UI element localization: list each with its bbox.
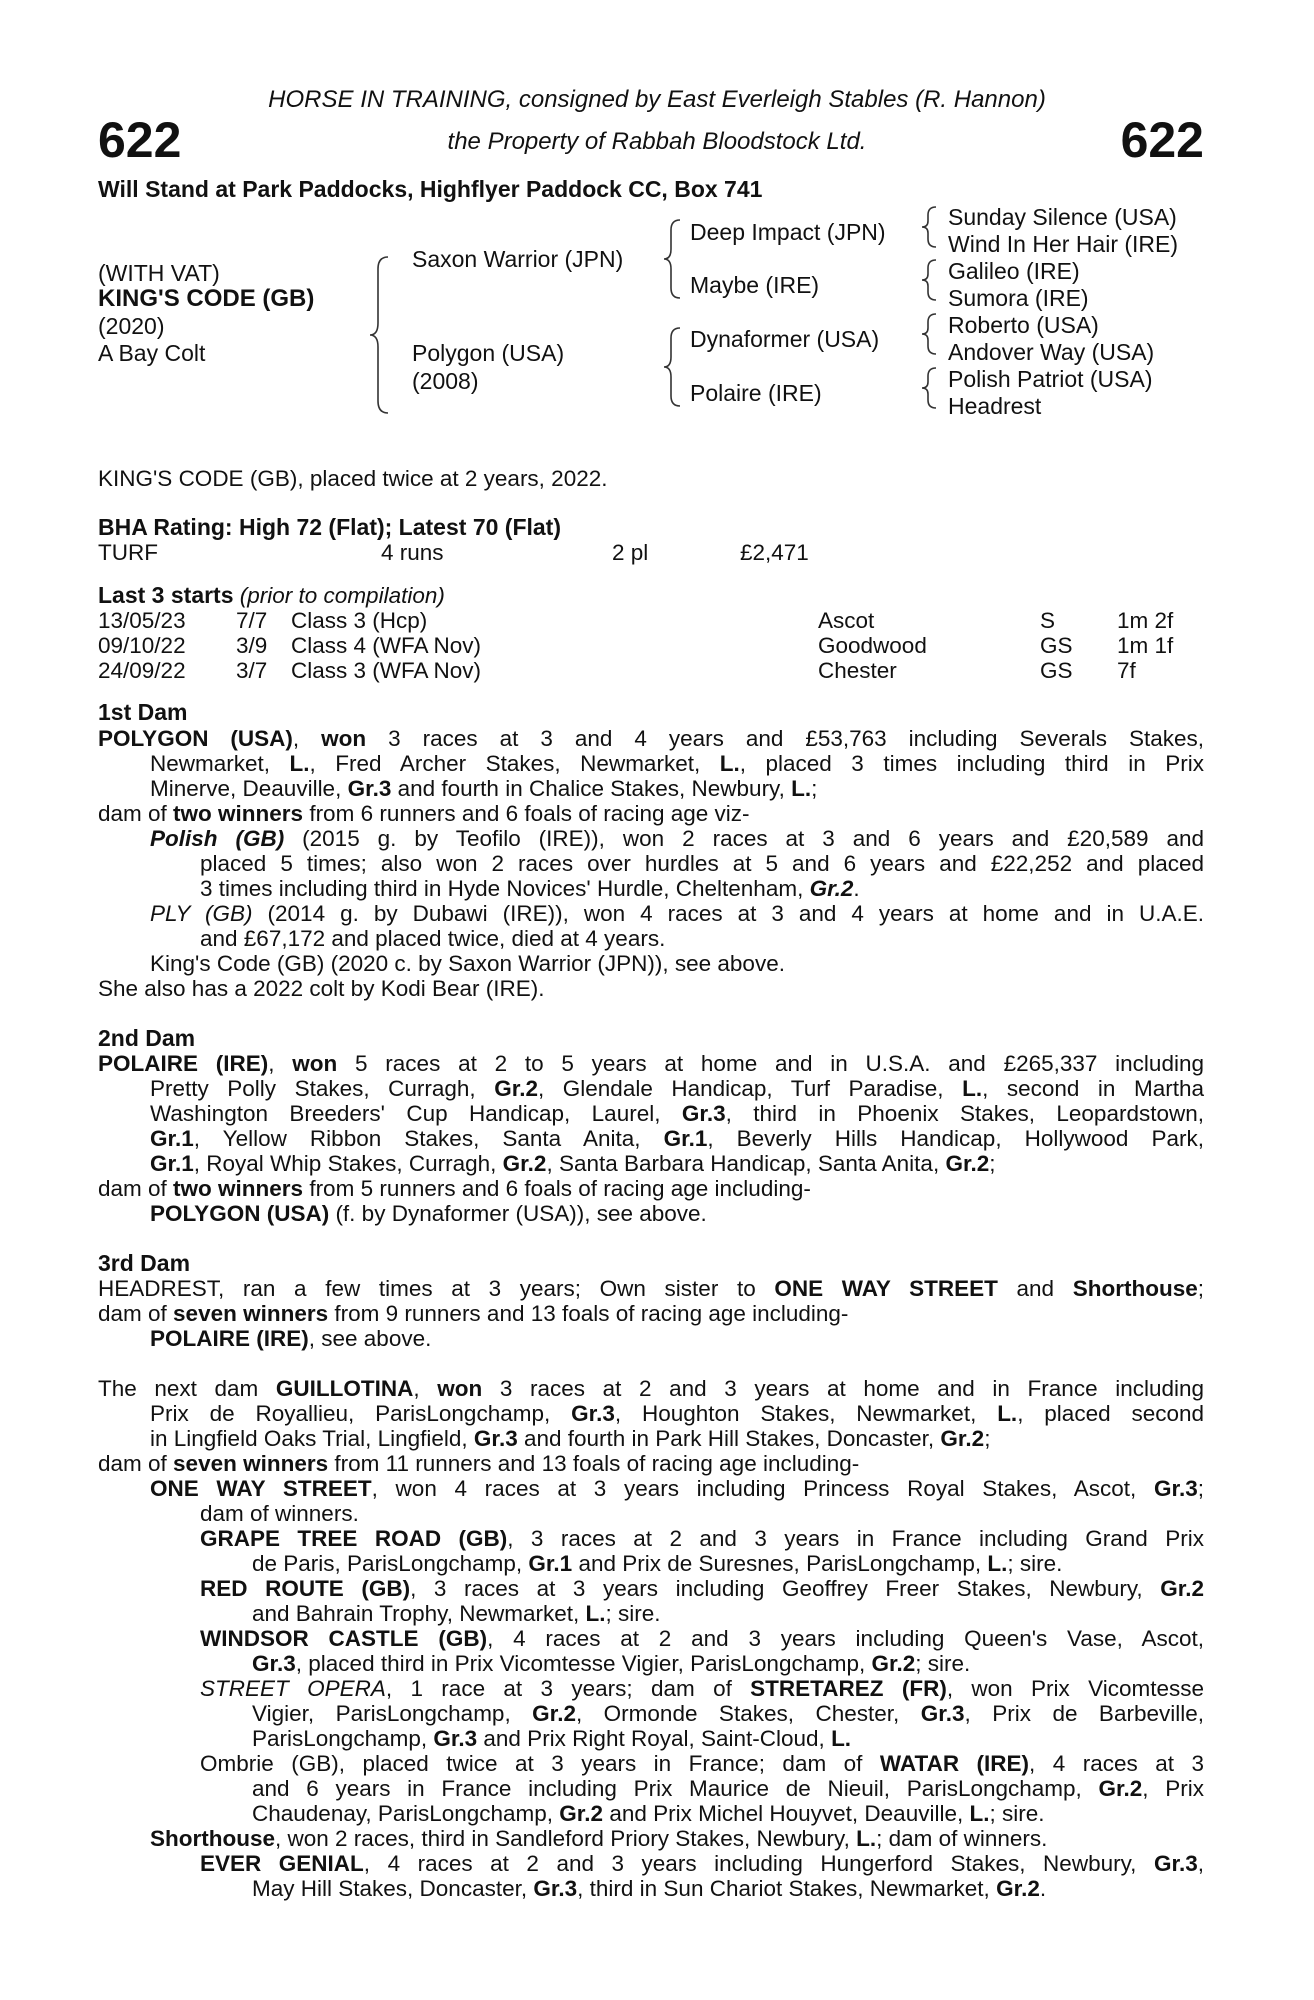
- grade: Gr.1: [528, 1551, 573, 1576]
- start-distance: 1m 1f: [1117, 633, 1174, 658]
- horse-ref: WATAR (IRE): [879, 1751, 1030, 1776]
- first-dam-produce: [98, 801, 750, 826]
- text: , Fred Archer Stakes, Newmarket,: [309, 751, 720, 776]
- winners-count: two winners: [173, 801, 304, 826]
- start-race: Class 3 (Hcp): [291, 608, 428, 633]
- ombrie-line-3: [252, 1801, 1044, 1826]
- one-way-street-line-1: [150, 1476, 1204, 1501]
- text: HEADREST, ran a few times at 3 years; Own sister to: [98, 1276, 775, 1301]
- grade: Gr.3: [1153, 1851, 1198, 1876]
- bha-rating: BHA Rating: High 72 (Flat); Latest 70 (Flat): [98, 514, 561, 540]
- grade: Gr.3: [681, 1101, 726, 1126]
- text: ;: [1197, 1276, 1204, 1301]
- consignor-line: HORSE IN TRAINING, consigned by East Everleigh Stables (R. Hannon): [268, 86, 1046, 113]
- third-dam-produce: [98, 1301, 848, 1326]
- text: , Houghton Stakes, Newmarket,: [614, 1401, 998, 1426]
- start-date: 09/10/22: [98, 633, 186, 658]
- grade: Gr.3: [433, 1726, 478, 1751]
- granddam-4: Headrest: [948, 393, 1042, 419]
- text: 3 races at 2 and 3 years at home and in France including: [482, 1376, 1205, 1401]
- grade: Gr.2: [945, 1151, 990, 1176]
- granddam-1: Wind In Her Hair (IRE): [948, 231, 1179, 257]
- dam-name: GUILLOTINA: [275, 1376, 414, 1401]
- text: ;: [1197, 1476, 1204, 1501]
- second-dam-line-1: POLAIRE (IRE), won 5 races at 2 to 5 years at home and in U.S.A. and £265,337 including: [98, 1051, 1204, 1076]
- text: , 3 races at 2 and 3 years in France including Grand Prix: [507, 1526, 1204, 1551]
- text: , 4 races at 2 and 3 years including Hungerford Stakes, Newbury,: [363, 1851, 1154, 1876]
- text: ; sire.: [989, 1801, 1045, 1826]
- horse-year: (2020): [98, 313, 165, 339]
- text: and Bahrain Trophy, Newmarket,: [252, 1601, 586, 1626]
- second-dam-foal: [150, 1201, 707, 1226]
- foal-name: EVER GENIAL: [200, 1851, 364, 1876]
- text: , won 2 races, third in Sandleford Priory Stakes, Newbury,: [275, 1826, 857, 1851]
- rating-placed: 2 pl: [612, 540, 649, 565]
- second-dam-heading: 2nd Dam: [98, 1025, 196, 1051]
- text: , placed second: [1017, 1401, 1204, 1426]
- text: , third in Phoenix Stakes, Leopardstown,: [725, 1101, 1204, 1126]
- one-way-street-line-2: dam of winners.: [200, 1501, 359, 1526]
- bracket-g78: [922, 366, 940, 410]
- won-label: won: [321, 726, 367, 751]
- windsor-castle-line-2: [252, 1651, 970, 1676]
- grade: Gr.2: [871, 1651, 916, 1676]
- ombrie-line-2: [252, 1776, 1204, 1801]
- bracket-g34: [922, 258, 940, 302]
- text: , Glendale Handicap, Turf Paradise,: [538, 1076, 963, 1101]
- second-dam-line-5: [150, 1151, 996, 1176]
- grandsire-1: Sunday Silence (USA): [948, 204, 1177, 230]
- grade: Gr.1: [663, 1126, 708, 1151]
- lot-number-left: 622: [98, 112, 182, 168]
- grandsire-3: Roberto (USA): [948, 312, 1099, 338]
- dam-sire: Dynaformer (USA): [690, 326, 880, 352]
- text: , 1 race at 3 years; dam of: [385, 1676, 751, 1701]
- also-has-line: She also has a 2022 colt by Kodi Bear (IRE).: [98, 976, 545, 1001]
- grade: Gr.3: [473, 1426, 518, 1451]
- foal-name: POLAIRE (IRE): [150, 1326, 309, 1351]
- ombrie-line-1: [200, 1751, 1204, 1776]
- text: and fourth in Park Hill Stakes, Doncaster,: [517, 1426, 941, 1451]
- last-starts-note: (prior to compilation): [239, 583, 445, 608]
- grade: Gr.2: [1098, 1776, 1143, 1801]
- grade: Gr.2: [809, 876, 854, 901]
- start-distance: 7f: [1117, 658, 1136, 683]
- won-label: won: [437, 1376, 483, 1401]
- grade: Gr.2: [559, 1801, 604, 1826]
- second-dam-line-3: [150, 1101, 1204, 1126]
- granddam-2: Sumora (IRE): [948, 285, 1089, 311]
- polish-line-3: [200, 876, 860, 901]
- next-dam-produce: [98, 1451, 859, 1476]
- start-distance: 1m 2f: [1117, 608, 1174, 633]
- grade: Gr.2: [494, 1076, 538, 1101]
- foal-name: GRAPE TREE ROAD (GB): [200, 1526, 508, 1551]
- text: 3 races at 3 and 4 years and £53,763 including Severals Stakes,: [366, 726, 1204, 751]
- grade: L.: [969, 1801, 990, 1826]
- grade: L.: [987, 1551, 1008, 1576]
- vat-label: (WITH VAT): [98, 260, 220, 286]
- start-course: Chester: [818, 658, 897, 683]
- text: de Paris, ParisLongchamp,: [252, 1551, 529, 1576]
- foal-name: STREET OPERA: [200, 1676, 386, 1701]
- start-date: 13/05/23: [98, 608, 186, 633]
- ply-line-2: and £67,172 and placed twice, died at 4 years.: [200, 926, 666, 951]
- won-label: won: [292, 1051, 338, 1076]
- winners-count: two winners: [173, 1176, 304, 1201]
- red-route-line-1: [200, 1576, 1204, 1601]
- red-route-line-2: [252, 1601, 661, 1626]
- text: ; sire.: [915, 1651, 971, 1676]
- text: dam of: [98, 1176, 174, 1201]
- horse-ref: ONE WAY STREET: [774, 1276, 998, 1301]
- first-dam-line-3: [150, 776, 817, 801]
- grade: L.: [719, 751, 740, 776]
- text: ;: [984, 1426, 991, 1451]
- grade: Gr.1: [150, 1126, 194, 1151]
- winners-count: seven winners: [173, 1301, 329, 1326]
- lot-number-right: 622: [1120, 112, 1204, 168]
- dam-name: POLYGON (USA): [98, 726, 293, 751]
- rating-surface: TURF: [98, 540, 158, 565]
- text: , third in Sun Chariot Stakes, Newmarket,: [577, 1876, 997, 1901]
- grade: L.: [585, 1601, 606, 1626]
- shorthouse-line: [150, 1826, 1047, 1851]
- text: , Prix: [1142, 1776, 1204, 1801]
- text: from 6 runners and 6 foals of racing age viz-: [303, 801, 750, 826]
- dam-name: POLAIRE (IRE): [98, 1051, 269, 1076]
- foal-name: ONE WAY STREET: [150, 1476, 372, 1501]
- start-position: 3/7: [236, 658, 268, 683]
- start-course: Goodwood: [818, 633, 927, 658]
- text: .: [1039, 1876, 1047, 1901]
- text: Ombrie (GB), placed twice at 3 years in France; dam of: [200, 1751, 880, 1776]
- grade: L.: [997, 1401, 1018, 1426]
- dam-year: (2008): [412, 368, 479, 394]
- grape-tree-road-line-1: [200, 1526, 1204, 1551]
- kings-code-line: King's Code (GB) (2020 c. by Saxon Warrior (JPN)), see above.: [150, 951, 785, 976]
- last-starts-title: Last 3 starts: [98, 582, 234, 608]
- foal-name: PLY (GB): [150, 901, 253, 926]
- text: , Beverly Hills Handicap, Hollywood Park,: [707, 1126, 1204, 1151]
- text: in Lingfield Oaks Trial, Lingfield,: [150, 1426, 474, 1451]
- text: and fourth in Chalice Stakes, Newbury,: [391, 776, 792, 801]
- text: ; dam of winners.: [876, 1826, 1048, 1851]
- text: ; sire.: [1007, 1551, 1063, 1576]
- ply-line-1: [150, 901, 1204, 926]
- grade: Gr.3: [252, 1651, 296, 1676]
- text: The next dam: [98, 1376, 276, 1401]
- start-position: 3/9: [236, 633, 268, 658]
- text: ,: [1197, 1851, 1204, 1876]
- text: , Yellow Ribbon Stakes, Santa Anita,: [193, 1126, 664, 1151]
- start-course: Ascot: [818, 608, 875, 633]
- text: (2015 g. by Teofilo (IRE)), won 2 races at 3 and 6 years and £20,589 and: [284, 826, 1204, 851]
- text: ; sire.: [605, 1601, 661, 1626]
- grade: Gr.2: [502, 1151, 547, 1176]
- text: Newmarket,: [150, 751, 290, 776]
- text: Chaudenay, ParisLongchamp,: [252, 1801, 560, 1826]
- text: , 4 races at 2 and 3 years including Queen's Vase, Ascot,: [487, 1626, 1205, 1651]
- first-dam-heading: 1st Dam: [98, 699, 188, 725]
- start-date: 24/09/22: [98, 658, 186, 683]
- windsor-castle-line-1: [200, 1626, 1204, 1651]
- start-race: Class 4 (WFA Nov): [291, 633, 482, 658]
- next-dam-line-1: [98, 1376, 1204, 1401]
- text: from 11 runners and 13 foals of racing age including-: [328, 1451, 860, 1476]
- start-race: Class 3 (WFA Nov): [291, 658, 482, 683]
- text: , Ormonde Stakes, Chester,: [575, 1701, 921, 1726]
- grade: L.: [962, 1076, 983, 1101]
- grade: Gr.3: [571, 1401, 615, 1426]
- text: , placed 3 times including third in Prix: [739, 751, 1204, 776]
- text: and Prix de Suresnes, ParisLongchamp,: [572, 1551, 988, 1576]
- stand-line: Will Stand at Park Paddocks, Highflyer Paddock CC, Box 741: [98, 176, 763, 202]
- grade: L.: [791, 776, 812, 801]
- grade: Gr.2: [996, 1876, 1040, 1901]
- horse-ref: Shorthouse: [1072, 1276, 1198, 1301]
- grandsire-4: Polish Patriot (USA): [948, 366, 1153, 392]
- text: , 3 races at 3 years including Geoffrey Freer Stakes, Newbury,: [410, 1576, 1161, 1601]
- grade: Gr.3: [1153, 1476, 1198, 1501]
- text: 5 races at 2 to 5 years at home and in U.S.A. and £265,337 including: [337, 1051, 1204, 1076]
- street-opera-line-1: [200, 1676, 1204, 1701]
- text: , second in Martha: [982, 1076, 1204, 1101]
- sire-bracket: [664, 218, 684, 300]
- text: Pretty Polly Stakes, Curragh,: [150, 1076, 495, 1101]
- winners-count: seven winners: [173, 1451, 329, 1476]
- dam: Polygon (USA): [412, 340, 565, 366]
- bracket-g12: [922, 205, 940, 249]
- grape-tree-road-line-2: [252, 1551, 1062, 1576]
- start-position: 7/7: [236, 608, 268, 633]
- grade: Gr.2: [532, 1701, 576, 1726]
- text: , placed third in Prix Vicomtesse Vigier, ParisLongchamp,: [295, 1651, 872, 1676]
- grade: Gr.3: [920, 1701, 965, 1726]
- grade: L.: [289, 751, 310, 776]
- first-dam-line-1: POLYGON (USA), won 3 races at 3 and 4 years and £53,763 including Severals Stakes,: [98, 726, 1204, 751]
- start-going: GS: [1040, 633, 1073, 658]
- next-dam-line-2: [150, 1401, 1204, 1426]
- street-opera-line-2: [252, 1701, 1204, 1726]
- ever-genial-line-2: [252, 1876, 1046, 1901]
- horse-ref: STRETAREZ (FR): [750, 1676, 947, 1701]
- dam-dam: Polaire (IRE): [690, 380, 822, 406]
- text: from 5 runners and 6 foals of racing age including-: [303, 1176, 811, 1201]
- sire: Saxon Warrior (JPN): [412, 246, 624, 272]
- text: and 6 years in France including Prix Maurice de Nieuil, ParisLongchamp,: [252, 1776, 1099, 1801]
- street-opera-line-3: [252, 1726, 851, 1751]
- horse-name: KING'S CODE (GB): [98, 285, 315, 312]
- ever-genial-line-1: [200, 1851, 1204, 1876]
- pedigree-bracket: [370, 255, 392, 415]
- second-dam-produce: [98, 1176, 811, 1201]
- text: 3 times including third in Hyde Novices' Hurdle, Cheltenham,: [200, 876, 810, 901]
- grade: Gr.3: [347, 776, 392, 801]
- foal-name: Polish (GB): [150, 826, 285, 851]
- start-going: GS: [1040, 658, 1073, 683]
- text: , won Prix Vicomtesse: [946, 1676, 1204, 1701]
- text: dam of: [98, 801, 174, 826]
- polish-line-1: [150, 826, 1204, 851]
- rating-earnings: £2,471: [740, 540, 809, 565]
- text: , Royal Whip Stakes, Curragh,: [193, 1151, 503, 1176]
- grandsire-2: Galileo (IRE): [948, 258, 1080, 284]
- foal-name: WINDSOR CASTLE (GB): [200, 1626, 488, 1651]
- grade: Gr.2: [940, 1426, 985, 1451]
- text: , Prix de Barbeville,: [964, 1701, 1204, 1726]
- horse-description: A Bay Colt: [98, 340, 206, 366]
- third-dam-heading: 3rd Dam: [98, 1250, 191, 1276]
- text: and Prix Right Royal, Saint-Cloud,: [477, 1726, 832, 1751]
- text: Washington Breeders' Cup Handicap, Laurel,: [150, 1101, 682, 1126]
- text: and Prix Michel Houyvet, Deauville,: [603, 1801, 970, 1826]
- text: May Hill Stakes, Doncaster,: [252, 1876, 534, 1901]
- grade: L.: [856, 1826, 877, 1851]
- second-dam-line-4: [150, 1126, 1204, 1151]
- dam-bracket: [664, 326, 684, 408]
- text: , Santa Barbara Handicap, Santa Anita,: [546, 1151, 946, 1176]
- sire-sire: Deep Impact (JPN): [690, 219, 886, 245]
- text: ParisLongchamp,: [252, 1726, 434, 1751]
- text: from 9 runners and 13 foals of racing age including-: [328, 1301, 849, 1326]
- text: Minerve, Deauville,: [150, 776, 348, 801]
- text: (2014 g. by Dubawi (IRE)), won 4 races at 3 and 4 years at home and in U.A.E.: [252, 901, 1204, 926]
- foal-name: Shorthouse: [150, 1826, 276, 1851]
- grade: Gr.1: [150, 1151, 194, 1176]
- text: and: [997, 1276, 1073, 1301]
- granddam-3: Andover Way (USA): [948, 339, 1155, 365]
- race-summary: KING'S CODE (GB), placed twice at 2 years, 2022.: [98, 466, 608, 491]
- sire-dam: Maybe (IRE): [690, 272, 820, 298]
- text: , 4 races at 3: [1029, 1751, 1205, 1776]
- grade: Gr.3: [533, 1876, 578, 1901]
- second-dam-line-2: [150, 1076, 1204, 1101]
- text: Prix de Royallieu, ParisLongchamp,: [150, 1401, 572, 1426]
- foal-name: RED ROUTE (GB): [200, 1576, 411, 1601]
- polish-line-2: placed 5 times; also won 2 races over hurdles at 5 and 6 years and £22,252 and placed: [200, 851, 1204, 876]
- first-dam-line-2: [150, 751, 1204, 776]
- grade: L.: [831, 1726, 852, 1751]
- text: dam of: [98, 1301, 174, 1326]
- text: , won 4 races at 3 years including Princess Royal Stakes, Ascot,: [371, 1476, 1154, 1501]
- text: Vigier, ParisLongchamp,: [252, 1701, 533, 1726]
- rating-runs: 4 runs: [381, 540, 444, 565]
- last-starts-heading: [98, 583, 445, 608]
- next-dam-line-3: [150, 1426, 990, 1451]
- text: dam of: [98, 1451, 174, 1476]
- third-dam-foal: [150, 1326, 431, 1351]
- start-going: S: [1040, 608, 1056, 633]
- text: ;: [989, 1151, 996, 1176]
- text: .: [853, 876, 860, 901]
- text: , see above.: [308, 1326, 432, 1351]
- foal-name: POLYGON (USA): [150, 1201, 330, 1226]
- text: ,: [413, 1376, 438, 1401]
- grade: Gr.2: [1160, 1576, 1204, 1601]
- bracket-g56: [922, 312, 940, 356]
- text: (f. by Dynaformer (USA)), see above.: [329, 1201, 707, 1226]
- text: ;: [811, 776, 818, 801]
- property-line: the Property of Rabbah Bloodstock Ltd.: [447, 128, 867, 155]
- third-dam-line-1: [98, 1276, 1204, 1301]
